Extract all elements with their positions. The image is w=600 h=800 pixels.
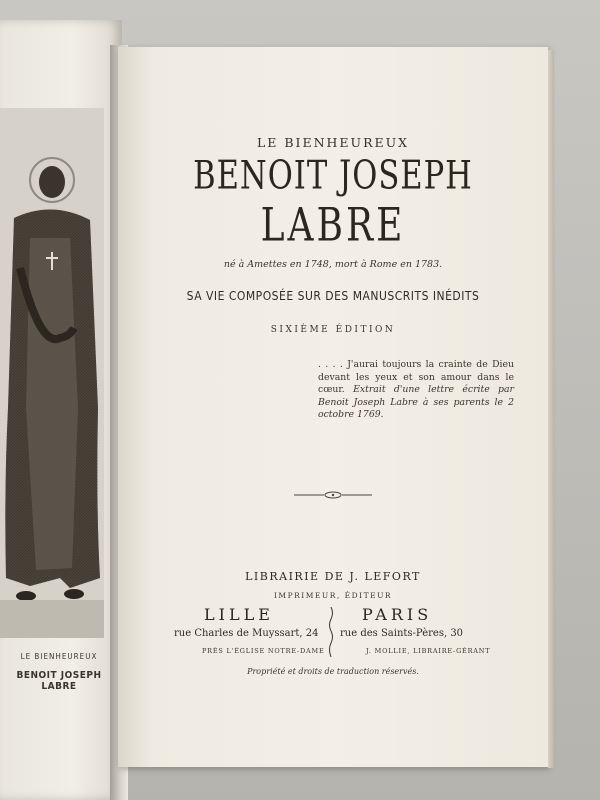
printer-label: IMPRIMEUR, ÉDITEUR xyxy=(273,591,393,600)
title-page xyxy=(118,47,548,767)
plate-caption-title: BENOIT JOSEPH LABRE xyxy=(16,670,102,692)
address-paris: rue des Saints-Pères, 30 xyxy=(340,628,464,639)
plate-caption-small: LE BIENHEUREUX xyxy=(20,652,98,661)
epigraph-source: Extrait d'une lettre écrite par Benoit Joseph Labre à ses parents le 2 octobre 1769. xyxy=(318,384,514,420)
epigraph xyxy=(318,359,514,422)
birth-death-line: né à Amettes en 1748, mort à Rome en 1783. xyxy=(223,259,443,270)
subtitle: SA VIE COMPOSÉE SUR DES MANUSCRITS INÉDITS xyxy=(186,289,480,303)
publisher-name: LIBRAIRIE DE J. LEFORT xyxy=(245,570,421,583)
pre-title: LE BIENHEUREUX xyxy=(256,135,410,150)
city-lille: LILLE xyxy=(204,605,274,624)
rights-notice: Propriété et droits de traduction réservés. xyxy=(247,667,419,676)
city-paris: PARIS xyxy=(362,605,433,624)
saint-portrait-illustration xyxy=(0,108,104,638)
title-line-1: BENOIT JOSEPH xyxy=(193,153,473,199)
epigraph-quote: . . . . J'aurai toujours la crainte de Dieu devant les yeux et son amour dans le cœur. xyxy=(318,359,514,395)
note-lille: PRÈS L'ÉGLISE NOTRE-DAME xyxy=(202,647,325,655)
note-paris: J. MOLLIE, LIBRAIRE-GÉRANT xyxy=(366,647,491,655)
address-lille: rue Charles de Muyssart, 24 xyxy=(174,628,319,639)
page-block-edge xyxy=(548,50,554,768)
engraved-portrait xyxy=(0,108,104,638)
frontispiece-page xyxy=(0,20,122,800)
brace-divider xyxy=(326,607,336,657)
title-line-2: LABRE xyxy=(260,199,406,252)
ornament-rule xyxy=(294,490,372,500)
edition-label: SIXIÈME ÉDITION xyxy=(270,325,396,335)
